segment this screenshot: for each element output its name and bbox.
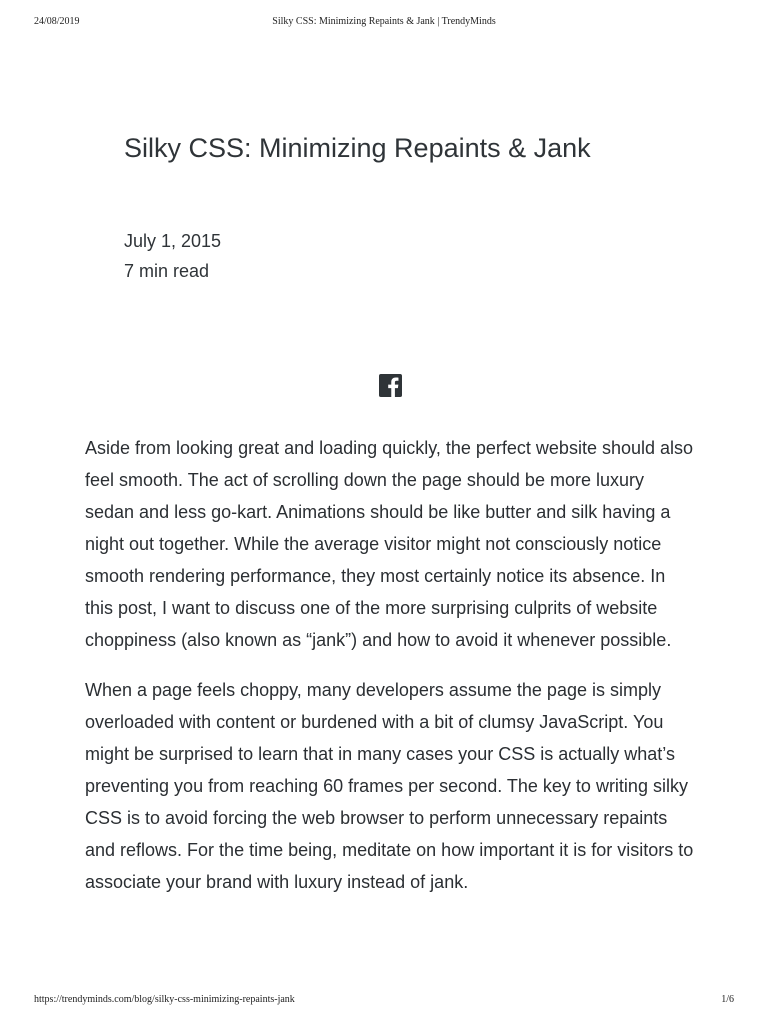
article-meta (124, 226, 221, 286)
print-date: 24/08/2019 (34, 16, 80, 27)
facebook-share-button[interactable] (379, 374, 402, 397)
publish-date: July 1, 2015 (124, 231, 222, 251)
page-number: 1/6 (721, 994, 734, 1005)
article-body (85, 432, 695, 916)
read-time: 7 min read (124, 261, 210, 281)
paragraph: Aside from looking great and loading quickly, the perfect website should also feel smooth. The act of scrolling down the page should be more luxury sedan and less go-kart. Animations should be like butter and silk having a night out together. While the average visitor might not consciously notice smooth rendering performance, they most certainly notice its absence. In this post, I want to discuss one of the more surprising culprits of website choppiness (also known as “jank”) and how to avoid it whenever possible. (85, 438, 694, 650)
print-page-title: Silky CSS: Minimizing Repaints & Jank | TrendyMinds (272, 16, 496, 27)
print-footer (0, 994, 768, 1008)
article-title: Silky CSS: Minimizing Repaints & Jank (124, 133, 591, 163)
paragraph: When a page feels choppy, many developers assume the page is simply overloaded with content or burdened with a bit of clumsy JavaScript. You might be surprised to learn that in many cases your CSS is actually what’s preventing you from reaching 60 frames per second. The key to writing silky CSS is to avoid forcing the web browser to perform unnecessary repaints and reflows. For the time being, meditate on how important it is for visitors to associate your brand with luxury instead of jank. (85, 680, 694, 892)
facebook-icon (379, 374, 402, 397)
print-header (0, 16, 768, 30)
print-url[interactable]: https://trendyminds.com/blog/silky-css-minimizing-repaints-jank (34, 994, 295, 1005)
